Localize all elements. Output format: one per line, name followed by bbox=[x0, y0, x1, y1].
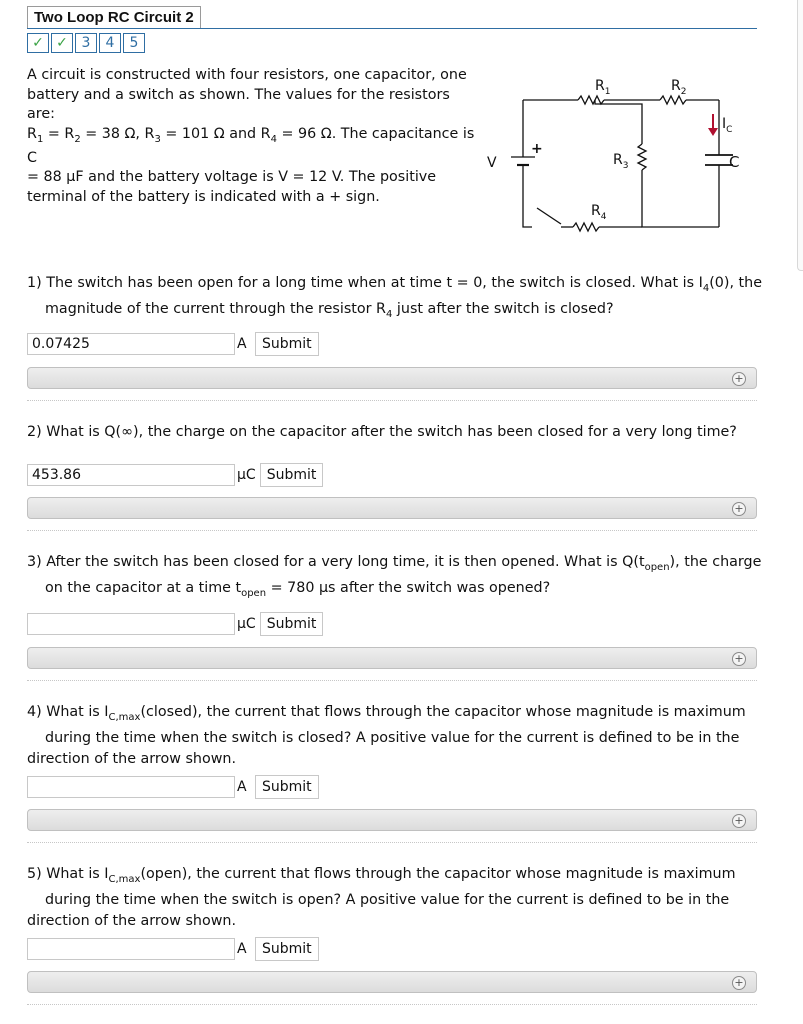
intro-text: = R bbox=[43, 125, 75, 142]
intro-line: battery and a switch as shown. The values for the resistors are: bbox=[27, 86, 450, 122]
answer-row-4 bbox=[27, 775, 319, 799]
page-scrollbar[interactable] bbox=[797, 0, 803, 271]
hint-bar-4[interactable] bbox=[27, 809, 757, 831]
resistor-r4 bbox=[573, 223, 599, 231]
q-text: 3) After the switch has been closed for a very long time, it is then opened. What is Q(t bbox=[27, 554, 645, 570]
question-4 bbox=[27, 702, 767, 770]
submit-button-3[interactable]: Submit bbox=[260, 612, 324, 636]
q-text: (open), the current that flows through the capacitor whose magnitude is maximum bbox=[140, 866, 736, 882]
divider bbox=[27, 530, 757, 531]
expand-icon[interactable]: + bbox=[732, 372, 746, 386]
label-r2: $R_2$ bbox=[671, 78, 687, 97]
q-text: 5) What is I bbox=[27, 866, 109, 882]
part-tab-5[interactable] bbox=[123, 33, 145, 53]
question-1-line bbox=[27, 299, 767, 325]
question-3-line bbox=[27, 552, 767, 578]
intro-line: = 88 μF and the battery voltage is V = 12 V. The positive bbox=[27, 169, 437, 186]
q-sub: 4 bbox=[702, 282, 710, 294]
question-5-line: during the time when the switch is open? A positive value for the current is defined to be in the bbox=[45, 891, 730, 908]
q-text: = 780 μs after the switch was opened? bbox=[266, 579, 551, 596]
answer-row-3 bbox=[27, 612, 323, 636]
q-text: 4) What is I bbox=[27, 704, 109, 720]
mid-wire-top bbox=[595, 100, 642, 144]
question-3 bbox=[27, 552, 767, 604]
intro-text: = 101 Ω and R bbox=[160, 125, 271, 142]
part-tab-label: 5 bbox=[129, 35, 139, 51]
answer-row-2 bbox=[27, 463, 323, 487]
q-text: on the capacitor at a time t bbox=[45, 579, 242, 596]
q-text: (0), the bbox=[709, 275, 763, 291]
answer-row-1 bbox=[27, 332, 319, 356]
left-wire-bottom bbox=[523, 165, 532, 227]
label-r1: $R_1$ bbox=[595, 78, 611, 97]
switch-blade bbox=[537, 208, 561, 224]
part-tab-1[interactable] bbox=[27, 33, 49, 53]
label-v: V bbox=[487, 155, 497, 171]
expand-icon[interactable]: + bbox=[732, 814, 746, 828]
q-sub: C,max bbox=[108, 711, 141, 723]
label-c: C bbox=[729, 153, 740, 171]
answer-input-3[interactable] bbox=[27, 613, 235, 635]
question-2-line: 2) What is Q(∞), the charge on the capacitor after the switch has been closed for a very long time? bbox=[27, 424, 737, 440]
part-tab-label: 3 bbox=[81, 35, 91, 51]
intro-line bbox=[27, 125, 477, 169]
q-sub: open bbox=[644, 561, 670, 573]
label-r4: $R_4$ bbox=[591, 203, 607, 222]
q-sub: C,max bbox=[108, 873, 141, 885]
intro-sub: 1 bbox=[36, 133, 44, 145]
intro-text: = 38 Ω, R bbox=[80, 125, 155, 142]
intro-text: = 96 Ω. The capacitance is C bbox=[27, 125, 475, 166]
intro-line: terminal of the battery is indicated with a + sign. bbox=[27, 188, 380, 205]
hint-bar-5[interactable] bbox=[27, 971, 757, 993]
answer-input-1[interactable] bbox=[27, 333, 235, 355]
resistor-r3 bbox=[638, 144, 646, 170]
resistor-r1 bbox=[578, 96, 604, 104]
unit-label: μC bbox=[237, 467, 256, 483]
question-4-line: during the time when the switch is closed? A positive value for the current is defined to be in the bbox=[45, 729, 740, 746]
submit-button-4[interactable]: Submit bbox=[255, 775, 319, 799]
part-tabs bbox=[27, 33, 147, 53]
check-icon: ✓ bbox=[56, 35, 68, 51]
intro-text: R bbox=[27, 125, 37, 142]
label-ic: $I_C$ bbox=[722, 116, 733, 135]
divider bbox=[27, 1004, 757, 1005]
answer-row-5 bbox=[27, 937, 319, 961]
intro-sub: 2 bbox=[74, 133, 81, 145]
question-1 bbox=[27, 273, 767, 325]
unit-label: A bbox=[237, 779, 247, 795]
question-4-line: direction of the arrow shown. bbox=[27, 750, 237, 767]
part-tab-3[interactable] bbox=[75, 33, 97, 53]
divider bbox=[27, 400, 757, 401]
intro-line: A circuit is constructed with four resistors, one capacitor, one bbox=[27, 67, 467, 83]
question-5 bbox=[27, 864, 767, 932]
q-text: 1) The switch has been open for a long time when at time t = 0, the switch is closed. What is I bbox=[27, 275, 703, 291]
label-plus: + bbox=[531, 141, 543, 157]
q-text: magnitude of the current through the resistor R bbox=[45, 300, 386, 317]
unit-label: A bbox=[237, 941, 247, 957]
label-r3: $R_3$ bbox=[613, 152, 629, 171]
submit-button-1[interactable]: Submit bbox=[255, 332, 319, 356]
circuit-diagram bbox=[475, 72, 765, 247]
expand-icon[interactable]: + bbox=[732, 976, 746, 990]
q-sub: open bbox=[241, 587, 267, 599]
current-arrow bbox=[708, 114, 718, 136]
answer-input-5[interactable] bbox=[27, 938, 235, 960]
question-3-line bbox=[27, 578, 767, 604]
question-2 bbox=[27, 422, 767, 443]
expand-icon[interactable]: + bbox=[732, 502, 746, 516]
question-5-line bbox=[27, 864, 767, 890]
q-text: just after the switch is closed? bbox=[392, 300, 614, 317]
problem-statement bbox=[27, 66, 477, 207]
divider bbox=[27, 842, 757, 843]
divider bbox=[27, 680, 757, 681]
answer-input-2[interactable] bbox=[27, 464, 235, 486]
q-text: ), the charge bbox=[669, 554, 762, 570]
intro-sub: 3 bbox=[154, 133, 161, 145]
check-icon: ✓ bbox=[32, 35, 44, 51]
resistor-r2 bbox=[660, 96, 686, 104]
submit-button-5[interactable]: Submit bbox=[255, 937, 319, 961]
unit-label: μC bbox=[237, 616, 256, 632]
intro-sub: 4 bbox=[270, 133, 277, 145]
question-4-line bbox=[27, 702, 767, 728]
hint-bar-2[interactable] bbox=[27, 497, 757, 519]
q-text: (closed), the current that flows through the capacitor whose magnitude is maximum bbox=[140, 704, 746, 720]
problem-title: Two Loop RC Circuit 2 bbox=[27, 6, 201, 28]
question-5-line: direction of the arrow shown. bbox=[27, 912, 237, 929]
submit-button-2[interactable]: Submit bbox=[260, 463, 324, 487]
question-1-line bbox=[27, 273, 767, 299]
q-sub: 4 bbox=[386, 308, 393, 320]
hint-bar-3[interactable] bbox=[27, 647, 757, 669]
answer-input-4[interactable] bbox=[27, 776, 235, 798]
part-tab-2[interactable] bbox=[51, 33, 73, 53]
title-bar bbox=[27, 6, 757, 29]
arrow-head bbox=[708, 128, 718, 136]
part-tab-label: 4 bbox=[105, 35, 115, 51]
part-tab-4[interactable] bbox=[99, 33, 121, 53]
hint-bar-1[interactable] bbox=[27, 367, 757, 389]
mid-wire-bottom bbox=[642, 170, 719, 227]
unit-label: A bbox=[237, 336, 247, 352]
expand-icon[interactable]: + bbox=[732, 652, 746, 666]
